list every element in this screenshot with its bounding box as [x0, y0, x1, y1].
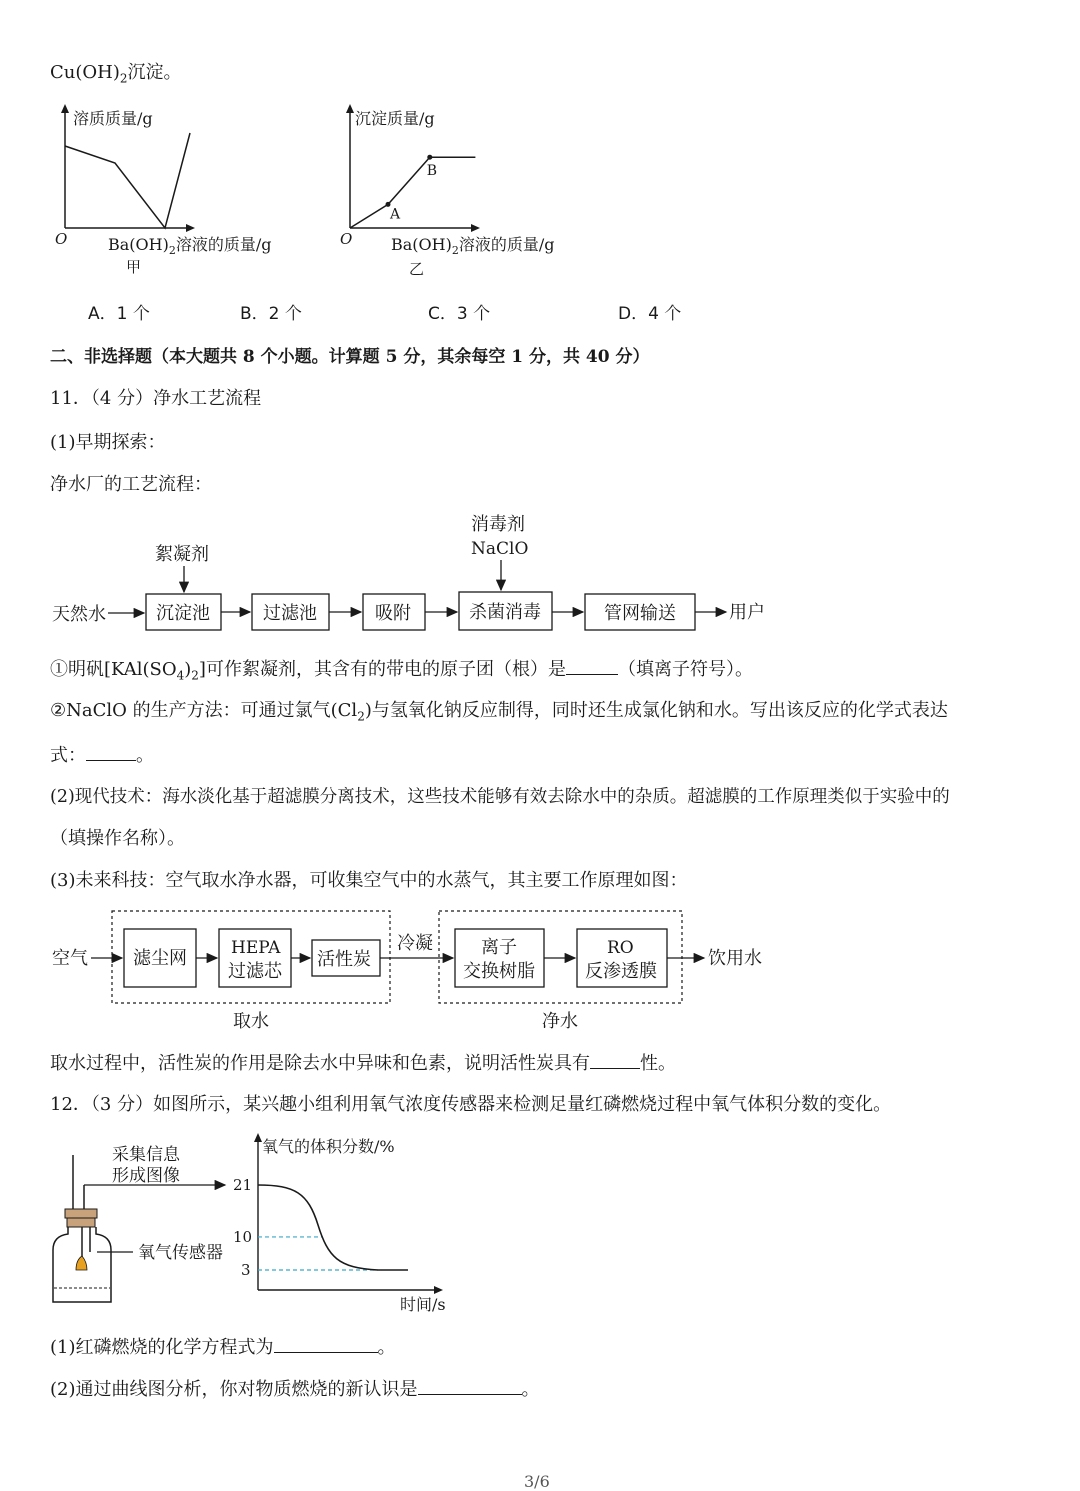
intro-formula: Cu(OH)	[50, 62, 120, 83]
flow-top-label-2b: NaClO	[471, 539, 529, 559]
yi-caption: 乙	[409, 260, 425, 278]
q11-p5-text: 性。	[640, 1053, 676, 1074]
section-2-heading: 二、非选择题（本大题共 8 个小题。计算题 5 分，其余每空 1 分，共 40 分）	[50, 347, 650, 367]
o2-curve	[258, 1185, 408, 1270]
flow-box-label: 过滤池	[263, 603, 317, 624]
q12-sub1	[50, 1336, 396, 1359]
q11-sub1-text: （填离子符号）。	[617, 659, 753, 680]
option-c[interactable]: C．3 个	[428, 304, 491, 324]
answer-blank[interactable]	[274, 1336, 378, 1353]
q11-sub1-text: ]可作絮凝剂，其含有的带电的原子团（根）是	[198, 659, 566, 680]
yi-point-b-label: B	[426, 163, 438, 180]
q11-p2: 净水厂的工艺流程：	[50, 474, 212, 495]
yi-y-arrow	[346, 104, 354, 113]
yi-point-b	[427, 155, 432, 160]
signal-label-2: 形成图像	[112, 1166, 180, 1186]
answer-blank[interactable]	[86, 744, 136, 761]
flow2-start-label: 空气	[52, 948, 88, 969]
yi-x-arrow	[471, 224, 480, 232]
intro-formula-sub: 2	[119, 71, 128, 86]
q12-title: 12．（3 分）如图所示，某兴趣小组利用氧气浓度传感器来检测足量红磷燃烧过程中氧气体积分数的变化。	[50, 1094, 892, 1115]
answer-blank[interactable]	[590, 1052, 640, 1069]
group-label-purify: 净水	[542, 1011, 578, 1032]
o2-ytick-label: 21	[233, 1176, 253, 1194]
intro-suffix: 沉淀。	[127, 62, 182, 83]
flow-top-label-2a: 消毒剂	[471, 514, 525, 535]
flow-box-label: 吸附	[375, 603, 411, 624]
flow2-mid-label: 冷凝	[397, 933, 433, 954]
flow2-end-label: 饮用水	[708, 948, 762, 969]
yi-ylabel: 沉淀质量/g	[355, 109, 435, 128]
answer-blank[interactable]	[566, 658, 618, 675]
yi-curve	[350, 157, 475, 228]
flame-icon	[76, 1256, 87, 1270]
jia-xlabel: $Ba(OH)_2$溶液的质量/g	[108, 235, 272, 257]
flow2-box-label: 离子	[481, 937, 517, 958]
q11-sub1-sub: 2	[191, 668, 199, 683]
yi-point-a-label: A	[390, 206, 401, 223]
q11-p4: (3)未来科技：空气取水净水器，可收集空气中的水蒸气，其主要工作原理如图：	[50, 870, 688, 891]
jia-curve	[65, 133, 190, 228]
q11-sub1	[50, 658, 753, 687]
jia-x-arrow	[186, 224, 195, 232]
q12-sub1-text: (1)红磷燃烧的化学方程式为	[50, 1337, 274, 1358]
q11-title: 11．（4 分）净水工艺流程	[50, 388, 262, 409]
o2-ylabel: 氧气的体积分数/%	[262, 1137, 395, 1156]
o2-xlabel: 时间/s	[400, 1295, 446, 1314]
flow2-box-label: RO	[607, 938, 634, 958]
q11-p3: (2)现代技术：海水淡化基于超滤膜分离技术，这些技术能够有效去除水中的杂质。超滤膜的工作原理类似于实验中的	[50, 787, 950, 807]
flow-start-label: 天然水	[52, 604, 106, 625]
q11-sub1-sub: 4	[176, 668, 185, 683]
jia-caption: 甲	[126, 258, 142, 276]
flow-box-label: 管网输送	[604, 603, 676, 624]
stopper	[67, 1218, 95, 1227]
flow-top-label-1: 絮凝剂	[155, 544, 209, 565]
group-label-intake: 取水	[233, 1011, 269, 1032]
flow2-box-label: 交换树脂	[463, 961, 535, 982]
q11-sub2-text: )与氢氧化钠反应制得，同时还生成氯化钠和水。写出该反应的化学式表达	[364, 700, 948, 721]
q11-p1: (1)早期探索：	[50, 432, 166, 453]
flow2-box-label: 过滤芯	[228, 961, 282, 982]
q11-sub2-text: 式：	[50, 745, 86, 766]
q12-sub1-text: 。	[377, 1337, 396, 1358]
q11-sub1-text: )	[184, 659, 192, 680]
q12-sub2	[50, 1378, 540, 1401]
graph-yi	[325, 100, 575, 285]
q11-p5-text: 取水过程中，活性炭的作用是除去水中异味和色素，说明活性炭具有	[50, 1053, 590, 1074]
jia-ylabel: 溶质质量/g	[73, 109, 153, 128]
option-d[interactable]: D．4 个	[618, 304, 682, 324]
q11-sub2-sub: 2	[357, 709, 365, 724]
group-box-purify	[439, 911, 682, 1003]
air-water-flow	[45, 905, 785, 1035]
q12-sub2-text: 。	[521, 1379, 540, 1400]
o2-y-arrow	[254, 1133, 262, 1142]
flow2-box-label: 滤尘网	[133, 948, 187, 969]
sensor-label: 氧气传感器	[138, 1243, 223, 1263]
flow-box-label: 沉淀池	[156, 603, 210, 624]
intro-line	[50, 62, 182, 90]
yi-xlabel: $Ba(OH)_2$溶液的质量/g	[391, 235, 555, 257]
water-plant-flow	[45, 510, 785, 635]
flow2-box-label: HEPA	[231, 938, 281, 958]
o2-x-arrow	[434, 1286, 443, 1294]
flow-box-label: 杀菌消毒	[469, 602, 541, 623]
q11-sub2-line2	[50, 744, 154, 767]
o2-ytick-label: 3	[241, 1261, 251, 1279]
oxygen-experiment	[40, 1130, 480, 1320]
q11-sub2	[50, 700, 948, 728]
q11-sub2-text: ②NaClO 的生产方法：可通过氯气(Cl	[50, 700, 358, 721]
q11-sub2-text: 。	[136, 745, 154, 766]
option-a[interactable]: A．1 个	[88, 304, 150, 324]
option-b[interactable]: B．2 个	[240, 304, 302, 324]
yi-origin: O	[340, 230, 353, 248]
q12-sub2-text: (2)通过曲线图分析，你对物质燃烧的新认识是	[50, 1379, 418, 1400]
flow2-box-label: 活性炭	[317, 949, 371, 970]
jia-origin: O	[55, 230, 68, 248]
q11-p5	[50, 1052, 676, 1075]
stopper	[65, 1209, 97, 1218]
q11-sub1-text: ①明矾[KAl(SO	[50, 659, 177, 680]
jia-y-arrow	[61, 104, 69, 113]
flow2-box-label: 反渗透膜	[585, 961, 657, 982]
flow-end-label: 用户	[729, 602, 765, 623]
page-number: 3/6	[524, 1472, 550, 1491]
graph-jia	[40, 100, 300, 285]
o2-ytick-label: 10	[233, 1227, 253, 1246]
signal-label-1: 采集信息	[112, 1145, 180, 1165]
q11-p3b: （填操作名称）。	[50, 828, 185, 849]
answer-blank[interactable]	[418, 1378, 522, 1395]
